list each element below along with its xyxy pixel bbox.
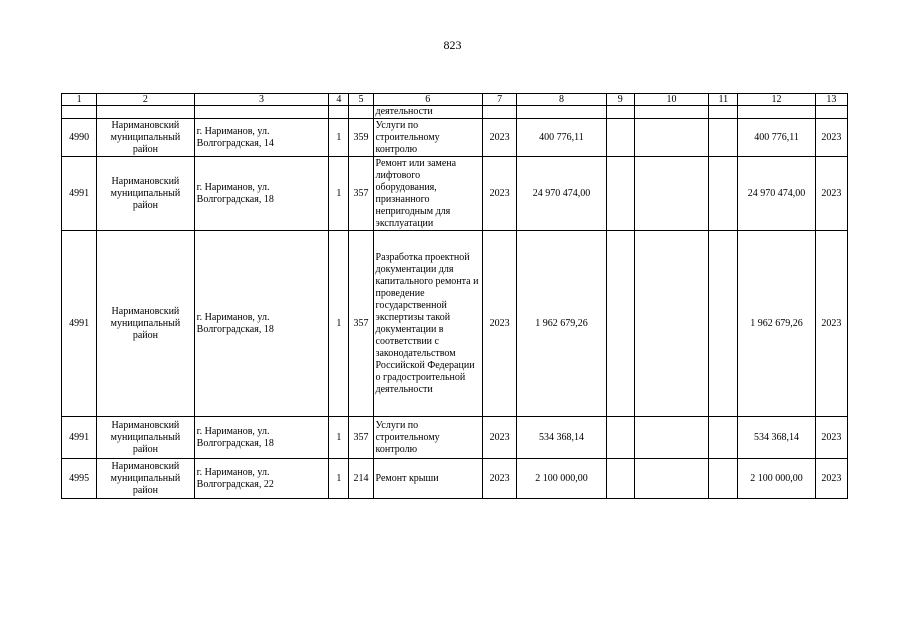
cell-end-year: 2023 bbox=[815, 119, 847, 157]
cell-id: 4991 bbox=[62, 417, 97, 459]
cell-col4: 1 bbox=[329, 417, 349, 459]
cell-total: 1 962 679,26 bbox=[738, 231, 815, 417]
header-cell: 7 bbox=[483, 94, 517, 106]
cell-id: 4995 bbox=[62, 459, 97, 499]
cell-address: г. Нариманов, ул. Волгоградская, 22 bbox=[194, 459, 329, 499]
cell-col10 bbox=[634, 231, 708, 417]
cell-total: 2 100 000,00 bbox=[738, 459, 815, 499]
cell-id: 4991 bbox=[62, 157, 97, 231]
cell-end-year: 2023 bbox=[815, 459, 847, 499]
table-cell bbox=[606, 106, 634, 119]
cell-work-type: Разработка проектной документации для капитального ремонта и проведение государственной экспертизы такой документации в соответствии с законодательством Российской Федерации о градостроительной деятельности bbox=[373, 231, 483, 417]
table-row bbox=[62, 417, 848, 459]
cell-amount: 24 970 474,00 bbox=[517, 157, 606, 231]
cell-col4: 1 bbox=[329, 231, 349, 417]
cell-year: 2023 bbox=[483, 231, 517, 417]
cell-col5: 357 bbox=[349, 231, 373, 417]
table-row bbox=[62, 157, 848, 231]
table-cell bbox=[483, 106, 517, 119]
header-cell: 3 bbox=[194, 94, 329, 106]
table-cell bbox=[815, 106, 847, 119]
cell-col9 bbox=[606, 231, 634, 417]
cell-district: Наримановский муниципальный район bbox=[97, 459, 194, 499]
table-cell bbox=[329, 106, 349, 119]
table-cell bbox=[738, 106, 815, 119]
cell-col10 bbox=[634, 417, 708, 459]
table-cell bbox=[349, 106, 373, 119]
cell-amount: 534 368,14 bbox=[517, 417, 606, 459]
cell-col11 bbox=[709, 459, 738, 499]
cell-work-type: Услуги по строительному контролю bbox=[373, 119, 483, 157]
cell-address: г. Нариманов, ул. Волгоградская, 18 bbox=[194, 231, 329, 417]
cell-total: 400 776,11 bbox=[738, 119, 815, 157]
table-row bbox=[62, 459, 848, 499]
cell-address: г. Нариманов, ул. Волгоградская, 14 bbox=[194, 119, 329, 157]
cell-address: г. Нариманов, ул. Волгоградская, 18 bbox=[194, 157, 329, 231]
cell-district: Наримановский муниципальный район bbox=[97, 157, 194, 231]
table-row bbox=[62, 119, 848, 157]
continuation-text: деятельности bbox=[373, 106, 483, 119]
cell-amount: 2 100 000,00 bbox=[517, 459, 606, 499]
cell-address: г. Нариманов, ул. Волгоградская, 18 bbox=[194, 417, 329, 459]
header-row bbox=[62, 94, 848, 106]
table-cell bbox=[709, 106, 738, 119]
header-cell: 4 bbox=[329, 94, 349, 106]
header-cell: 6 bbox=[373, 94, 483, 106]
table-cell bbox=[517, 106, 606, 119]
cell-col5: 357 bbox=[349, 417, 373, 459]
cell-col4: 1 bbox=[329, 157, 349, 231]
cell-col10 bbox=[634, 459, 708, 499]
cell-col11 bbox=[709, 157, 738, 231]
cell-col4: 1 bbox=[329, 119, 349, 157]
table-cell bbox=[97, 106, 194, 119]
cell-id: 4990 bbox=[62, 119, 97, 157]
cell-end-year: 2023 bbox=[815, 231, 847, 417]
cell-col5: 359 bbox=[349, 119, 373, 157]
header-cell: 1 bbox=[62, 94, 97, 106]
table-row bbox=[62, 231, 848, 417]
cell-district: Наримановский муниципальный район bbox=[97, 231, 194, 417]
cell-total: 534 368,14 bbox=[738, 417, 815, 459]
register-table bbox=[61, 93, 848, 499]
cell-col10 bbox=[634, 119, 708, 157]
cell-end-year: 2023 bbox=[815, 417, 847, 459]
cell-work-type: Ремонт крыши bbox=[373, 459, 483, 499]
cell-amount: 1 962 679,26 bbox=[517, 231, 606, 417]
cell-district: Наримановский муниципальный район bbox=[97, 417, 194, 459]
cell-col9 bbox=[606, 119, 634, 157]
continuation-row bbox=[62, 106, 848, 119]
cell-id: 4991 bbox=[62, 231, 97, 417]
cell-col4: 1 bbox=[329, 459, 349, 499]
table-cell bbox=[194, 106, 329, 119]
cell-col9 bbox=[606, 417, 634, 459]
header-cell: 11 bbox=[709, 94, 738, 106]
page-number: 823 bbox=[443, 38, 462, 52]
cell-work-type: Услуги по строительному контролю bbox=[373, 417, 483, 459]
cell-year: 2023 bbox=[483, 459, 517, 499]
cell-col11 bbox=[709, 119, 738, 157]
cell-col5: 214 bbox=[349, 459, 373, 499]
header-cell: 9 bbox=[606, 94, 634, 106]
header-cell: 13 bbox=[815, 94, 847, 106]
cell-col10 bbox=[634, 157, 708, 231]
cell-year: 2023 bbox=[483, 157, 517, 231]
cell-work-type: Ремонт или замена лифтового оборудования, признанного непригодным для эксплуатации bbox=[373, 157, 483, 231]
cell-year: 2023 bbox=[483, 119, 517, 157]
cell-col11 bbox=[709, 231, 738, 417]
header-cell: 8 bbox=[517, 94, 606, 106]
cell-end-year: 2023 bbox=[815, 157, 847, 231]
table-cell bbox=[634, 106, 708, 119]
cell-amount: 400 776,11 bbox=[517, 119, 606, 157]
cell-total: 24 970 474,00 bbox=[738, 157, 815, 231]
header-cell: 10 bbox=[634, 94, 708, 106]
table-cell bbox=[62, 106, 97, 119]
header-cell: 2 bbox=[97, 94, 194, 106]
cell-col9 bbox=[606, 157, 634, 231]
cell-district: Наримановский муниципальный район bbox=[97, 119, 194, 157]
cell-col9 bbox=[606, 459, 634, 499]
cell-year: 2023 bbox=[483, 417, 517, 459]
header-cell: 5 bbox=[349, 94, 373, 106]
header-cell: 12 bbox=[738, 94, 815, 106]
cell-col5: 357 bbox=[349, 157, 373, 231]
cell-col11 bbox=[709, 417, 738, 459]
